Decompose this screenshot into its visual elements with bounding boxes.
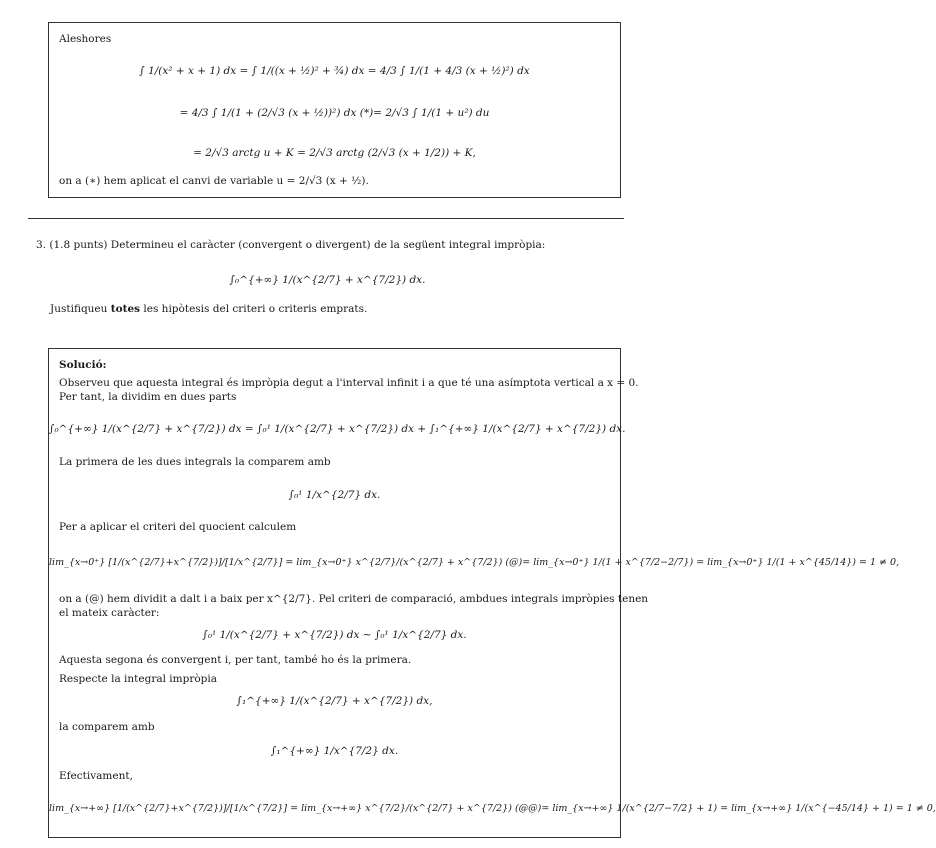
justify-instruction <box>50 303 367 316</box>
solution-paragraph-9: la comparem amb <box>59 721 155 733</box>
solution-paragraph-5: on a (@) hem dividit a dalt i a baix per x^{2/7}. Pel criteri de comparació, ambdues integrals impròpies tenen <box>59 593 649 605</box>
justify-prefix: Justifiqueu <box>50 303 111 315</box>
integral-step-2: = 4/3 ∫ 1/(1 + (2/√3 (x + ½))²) dx (*)= 2/√3 ∫ 1/(1 + u²) du <box>179 107 490 119</box>
section-divider <box>28 218 624 219</box>
previous-solution-box <box>48 22 621 198</box>
limit-equation-2: lim_{x→+∞} [1/(x^{2/7}+x^{7/2})]/[1/x^{7/2}] = lim_{x→+∞} x^{7/2}/(x^{2/7} + x^{7/2}) (@@)= lim_{x→+∞} 1/(x^{2/7−7/2} + 1) = lim_{x→+∞} 1/(x^{−45/14} + 1) = 1 ≠ 0, <box>49 803 936 814</box>
substitution-note: on a (∗) hem aplicat el canvi de variable u = 2/√3 (x + ½). <box>59 175 369 187</box>
integral-step-1: ∫ 1/(x² + x + 1) dx = ∫ 1/((x + ½)² + ¾) dx = 4/3 ∫ 1/(1 + 4/3 (x + ½)²) dx <box>139 65 530 77</box>
solution-paragraph-10: Efectivament, <box>59 770 133 782</box>
problem-statement: 3. (1.8 punts) Determineu el caràcter (convergent o divergent) de la següent integral impròpia: <box>36 239 546 251</box>
intro-text: Aleshores <box>59 33 112 45</box>
solution-paragraph-3: La primera de les dues integrals la comparem amb <box>59 456 331 468</box>
limit-equation-1: lim_{x→0⁺} [1/(x^{2/7}+x^{7/2})]/[1/x^{2/7}] = lim_{x→0⁺} x^{2/7}/(x^{2/7} + x^{7/2}) (@)= lim_{x→0⁺} 1/(1 + x^{7/2−2/7}) = lim_{x→0⁺} 1/(1 + x^{45/14}) = 1 ≠ 0, <box>49 557 900 568</box>
solution-paragraph-6: el mateix caràcter: <box>59 607 160 619</box>
solution-box <box>48 348 936 838</box>
split-equation: ∫₀^{+∞} 1/(x^{2/7} + x^{7/2}) dx = ∫₀¹ 1/(x^{2/7} + x^{7/2}) dx + ∫₁^{+∞} 1/(x^{2/7} + x^{7/2}) dx. <box>49 423 626 435</box>
solution-title <box>59 359 106 372</box>
comparison-integral-2: ∫₁^{+∞} 1/x^{7/2} dx. <box>270 745 399 757</box>
equivalence-equation: ∫₀¹ 1/(x^{2/7} + x^{7/2}) dx ∼ ∫₀¹ 1/x^{2/7} dx. <box>202 629 467 641</box>
problem-integral: ∫₀^{+∞} 1/(x^{2/7} + x^{7/2}) dx. <box>229 274 426 286</box>
solution-paragraph-8: Respecte la integral impròpia <box>59 673 218 685</box>
second-integral: ∫₁^{+∞} 1/(x^{2/7} + x^{7/2}) dx, <box>236 695 433 707</box>
solution-paragraph-4: Per a aplicar el criteri del quocient calculem <box>59 521 297 533</box>
solution-paragraph-7: Aquesta segona és convergent i, per tant, també ho és la primera. <box>59 654 412 666</box>
justify-bold: totes <box>110 303 141 315</box>
integral-step-3: = 2/√3 arctg u + K = 2/√3 arctg (2/√3 (x + 1/2)) + K, <box>193 147 476 159</box>
solution-paragraph-2: Per tant, la dividim en dues parts <box>59 391 237 403</box>
justify-suffix: les hipòtesis del criteri o criteris emprats. <box>140 303 368 315</box>
solution-title-text: Solució: <box>59 359 107 371</box>
solution-paragraph-1: Observeu que aquesta integral és impròpia degut a l'interval infinit i a que té una asímptota vertical a x = 0. <box>59 377 639 389</box>
comparison-integral-1: ∫₀¹ 1/x^{2/7} dx. <box>288 489 381 501</box>
